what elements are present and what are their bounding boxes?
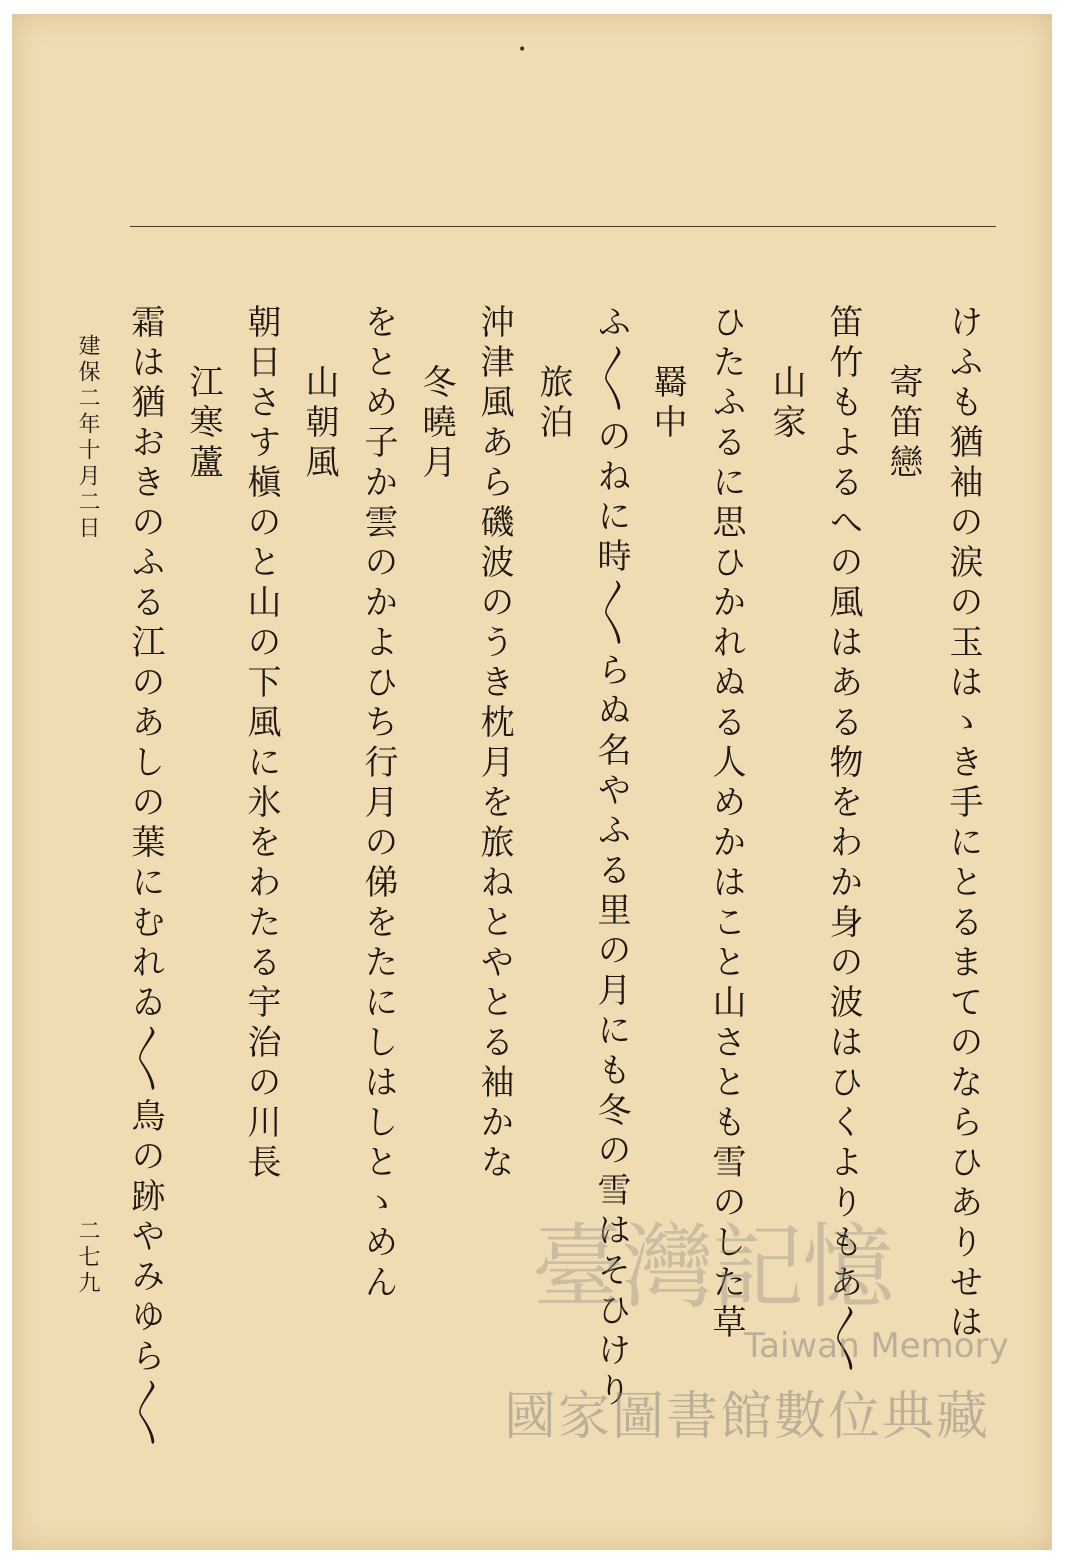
- poem-title-4: 旅泊: [533, 364, 573, 444]
- date-note: 建保二年十月二日: [75, 334, 100, 542]
- poem-title-1: 寄笛戀: [883, 364, 923, 484]
- poem-line-1: けふも猶袖の涙の玉はゝき手にとるまてのならひありせは: [943, 304, 983, 1344]
- watermark-english: Taiwan Memory: [744, 1326, 1009, 1366]
- poem-line-4: ふ〳〵のねに時〳〵らぬ名やふる里の月にも冬の雪はそひけり: [591, 304, 631, 1412]
- watermark-library: 國家圖書館數位典藏: [504, 1387, 991, 1447]
- poem-title-6: 山朝風: [299, 364, 339, 484]
- poem-title-5: 冬曉月: [416, 364, 456, 484]
- poem-title-7: 江寒蘆: [183, 364, 223, 484]
- poem-line-6: をとめ子か雲のかよひち行月の俤をたにしはしとゝめん: [358, 304, 398, 1304]
- watermark-logo-text: 臺灣記憶: [532, 1214, 893, 1321]
- top-mark: •: [518, 42, 527, 58]
- poem-line-5: 沖津風あら磯波のうき枕月を旅ねとやとる袖かな: [474, 304, 514, 1184]
- poem-line-7: 朝日さす槇のと山の下風に氷をわたる宇治の川長: [241, 304, 281, 1184]
- poem-line-8: 霜は猶おきのふる江のあしの葉にむれゐ〳〵鳥の跡やみゆら〳〵: [125, 304, 165, 1452]
- poem-title-2: 山家: [766, 364, 806, 444]
- poem-title-3: 羇中: [647, 364, 687, 444]
- poem-line-2: 笛竹もよるへの風はある物をわか身の波はひくよりもあ〳〵: [823, 304, 863, 1378]
- book-page: [12, 14, 1052, 1550]
- header-rule: [130, 226, 996, 227]
- poem-line-3: ひたふるに思ひかれぬる人めかはこと山さとも雪のした草: [706, 304, 746, 1344]
- page-number: 二七九: [75, 1219, 100, 1297]
